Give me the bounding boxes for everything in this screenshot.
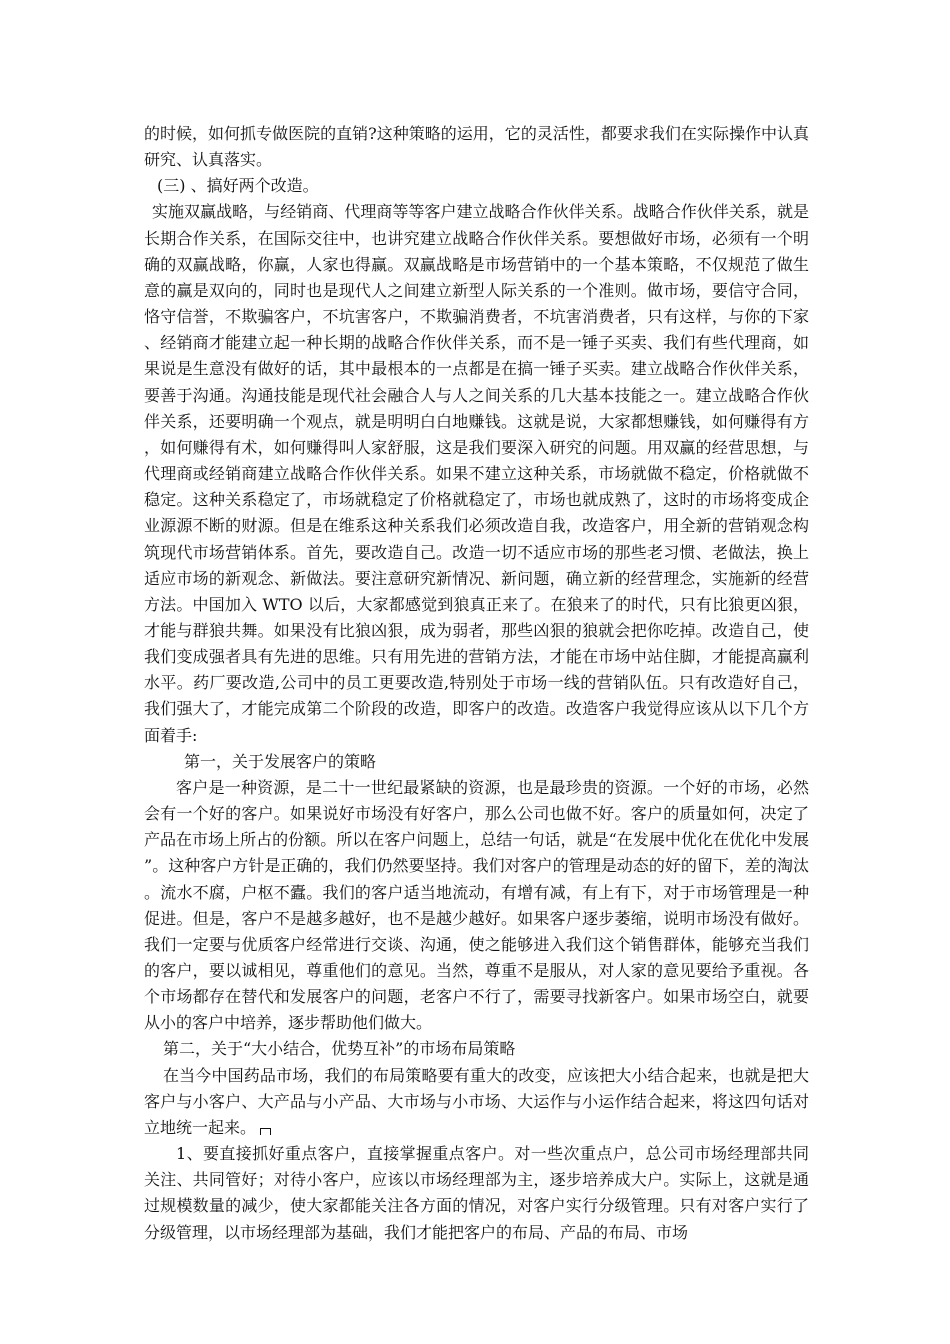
- paragraph-layout-strategy-text: 在当今中国药品市场，我们的布局策略要有重大的改变，应该把大小结合起来，也就是把大客户与小客户、大产品与小产品、大市场与小市场、大运作与小运作结合起来，将这四句话对立地统一起来。: [144, 1065, 809, 1137]
- section-heading-two-reforms: (三) 、搞好两个改造。: [157, 176, 319, 196]
- document-body: [144, 121, 809, 1246]
- bracket-mark-icon: [260, 1128, 271, 1135]
- paragraph-key-customers: 1、要直接抓好重点客户，直接掌握重点客户。对一些次重点户，总公司市场经理部共同关注、共同管好；对待小客户，应该以市场经理部为主，逐步培养成大户。实际上，这就是通过规模数量的减少，使大家都能关注各方面的情况，对客户实行分级管理。只有对客户实行了分级管理，以市场经理部为基础，我们才能把客户的布局、产品的布局、市场: [144, 1144, 809, 1242]
- paragraph-customer-resource: 客户是一种资源，是二十一世纪最紧缺的资源，也是最珍贵的资源。一个好的市场，必然会有一个好的客户。如果说好市场没有好客户，那么公司也做不好。客户的质量如何，决定了产品在市场上所占的份额。所以在客户问题上，总结一句话，就是“在发展中优化在优化中发展”。这种客户方针是正确的，我们仍然要坚持。我们对客户的管理是动态的好的留下，差的淘汰。流水不腐，户枢不蠹。我们的客户适当地流动，有增有减，有上有下，对于市场管理是一种促进。但是，客户不是越多越好，也不是越少越好。如果客户逐步萎缩，说明市场没有做好。我们一定要与优质客户经常进行交谈、沟通，使之能够进入我们这个销售群体，能够充当我们的客户，要以诚相见，尊重他们的意见。当然，尊重不是服从，对人家的意见要给予重视。各个市场都存在替代和发展客户的问题，老客户不行了，需要寻找新客户。如果市场空白，就要从小的客户中培养，逐步帮助他们做大。: [144, 777, 809, 1033]
- paragraph-1: 的时候，如何抓专做医院的直销?这种策略的运用，它的灵活性，都要求我们在实际操作中认真研究、认真落实。: [144, 124, 809, 170]
- paragraph-layout-strategy: [144, 1063, 809, 1141]
- subheading-market-layout: 第二，关于“大小结合，优势互补”的市场布局策略: [163, 1039, 516, 1059]
- paragraph-win-win-strategy: 实施双赢战略，与经销商、代理商等等客户建立战略合作伙伴关系。战略合作伙伴关系，就是长期合作关系，在国际交往中，也讲究建立战略合作伙伴关系。要想做好市场，必须有一个明确的双赢战略，你赢，人家也得赢。双赢战略是市场营销中的一个基本策略，不仅规范了做生意的赢是双向的，同时也是现代人之间建立新型人际关系的一个准则。做市场，要信守合同，恪守信誉，不欺骗客户，不坑害客户，不欺骗消费者，不坑害消费者，只有这样，与你的下家、经销商才能建立起一种长期的战略合作伙伴关系，而不是一锤子买卖、我们有些代理商，如果说是生意没有做好的话，其中最根本的一点都是在搞一锤子买卖。建立战略合作伙伴关系，要善于沟通。沟通技能是现代社会融合人与人之间关系的几大基本技能之一。建立战略合作伙伴关系，还要明确一个观点，就是明明白白地赚钱。这就是说，大家都想赚钱，如何赚得有方，如何赚得有术，如何赚得叫人家舒服，这是我们要深入研究的问题。用双赢的经营思想，与代理商或经销商建立战略合作伙伴关系。如果不建立这种关系，市场就做不稳定，价格就做不稳定。这种关系稳定了，市场就稳定了价格就稳定了，市场也就成熟了，这时的市场将变成企业源源不断的财源。但是在维系这种关系我们必须改造自我，改造客户，用全新的营销观念构筑现代市场营销体系。首先，要改造自己。改造一切不适应市场的那些老习惯、老做法，换上适应市场的新观念、新做法。要注意研究新情况、新问题，确立新的经营理念，实施新的经营方法。中国加入 WTO 以后，大家都感觉到狼真正来了。在狼来了的时代，只有比狼更凶狠，才能与群狼共舞。如果没有比狼凶狠，成为弱者，那些凶狠的狼就会把你吃掉。改造自己，使我们变成强者具有先进的思维。只有用先进的营销方法，才能在市场中站住脚，才能提高赢利水平。药厂要改造,公司中的员工更要改造,特别处于市场一线的营销队伍。只有改造好自己，我们强大了，才能完成第二个阶段的改造，即客户的改造。改造客户我觉得应该从以下几个方面着手:: [144, 202, 809, 745]
- subheading-customer-strategy: 第一，关于发展客户的策略: [184, 751, 377, 771]
